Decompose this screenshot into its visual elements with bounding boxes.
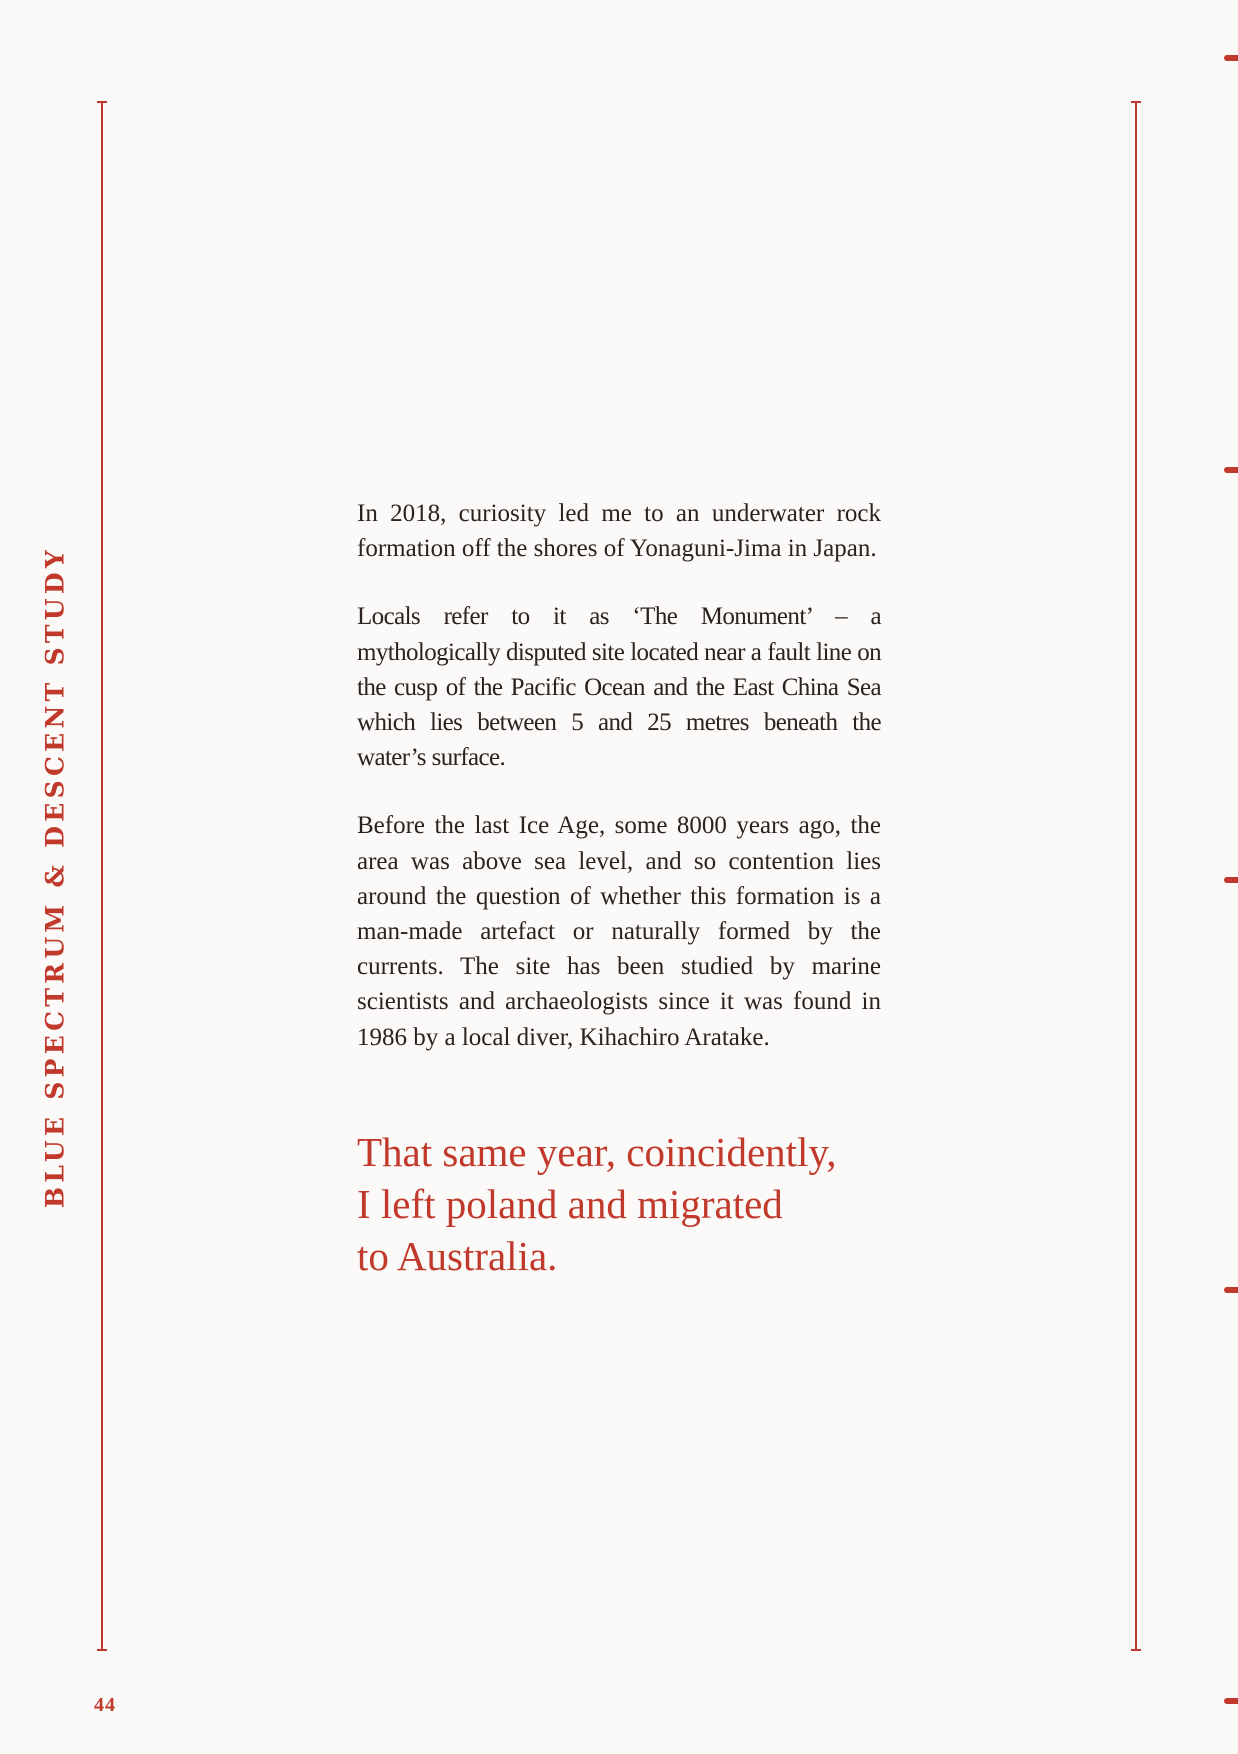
- edge-tab-marker: [1224, 1287, 1238, 1293]
- paragraph-history: Before the last Ice Age, some 8000 years ago, the area was above sea level, and so contention lies around the question of whether this formation is a man-made artefact or naturally formed by the currents. The site has been studied by marine scientists and archaeologists since it was found in 1986 by a local diver, Kihachiro Aratake.: [357, 812, 881, 1051]
- left-rule-top-cap: [97, 101, 107, 103]
- page-number: 44: [94, 1694, 116, 1716]
- pull-quote-line: to Australia.: [357, 1233, 558, 1279]
- edge-tab-marker: [1224, 55, 1238, 61]
- edge-tab-marker: [1224, 467, 1238, 473]
- paragraph-monument: Locals refer to it as ‘The Monument’ – a mythologically disputed site located near a fault line on the cusp of the Pacific Ocean and the East China Sea which lies between 5 and 25 metres beneath the water’s surface.: [357, 603, 881, 772]
- right-rule-bottom-cap: [1131, 1649, 1141, 1651]
- right-rule-top-cap: [1131, 101, 1141, 103]
- pull-quote-line: That same year, coincidently,: [357, 1129, 837, 1175]
- right-margin-rule: [1135, 102, 1137, 1650]
- edge-tab-marker: [1224, 877, 1238, 883]
- body-text: [357, 496, 881, 1088]
- paragraph-intro: In 2018, curiosity led me to an underwater rock formation off the shores of Yonaguni-Jima in Japan.: [357, 500, 881, 563]
- vertical-section-title: BLUE SPECTRUM & DESCENT STUDY: [40, 545, 70, 1209]
- pull-quote: [357, 1126, 877, 1282]
- left-margin-rule: [101, 102, 103, 1650]
- pull-quote-line: I left poland and migrated: [357, 1181, 783, 1227]
- edge-tab-marker: [1224, 1698, 1238, 1704]
- left-rule-bottom-cap: [97, 1649, 107, 1651]
